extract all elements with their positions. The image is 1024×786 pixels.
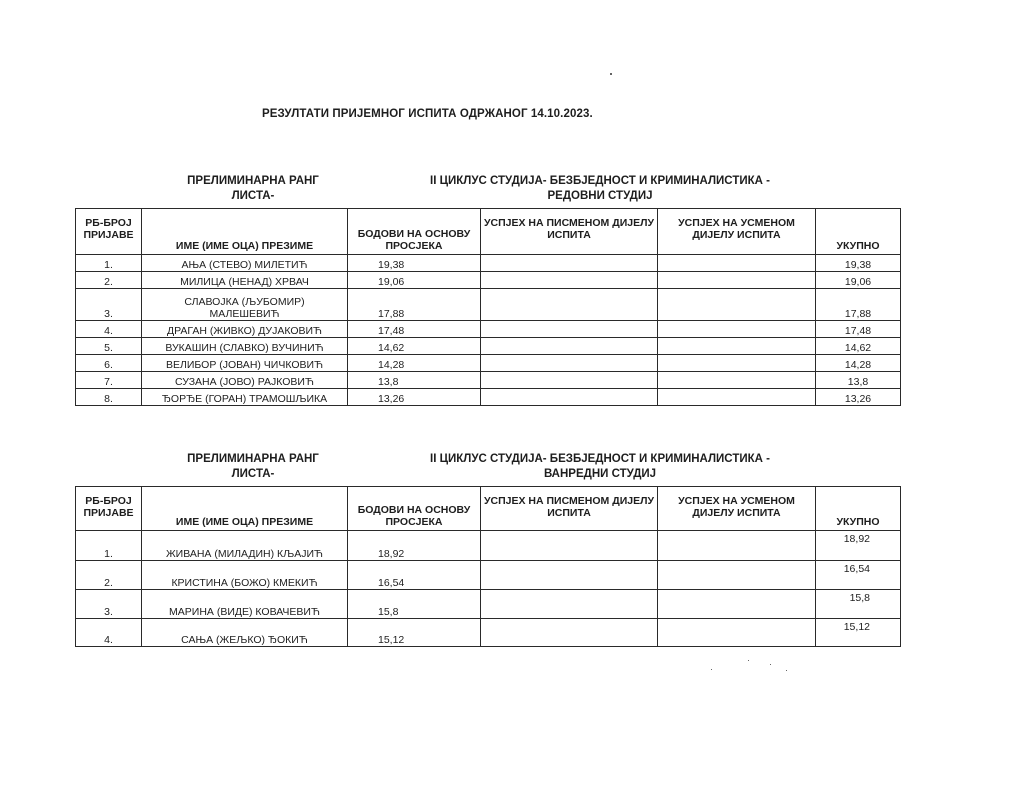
cell-written [481, 531, 658, 561]
table-row [76, 561, 901, 590]
table-row [76, 272, 901, 289]
col-header-points: БОДОВИ НА ОСНОВУ ПРОСЈЕКА [348, 487, 481, 531]
cell-no: 3. [76, 289, 142, 321]
cell-oral [658, 289, 816, 321]
col-header-written: УСПЈЕХ НА ПИСМЕНОМ ДИЈЕЛУ ИСПИТА [481, 487, 658, 531]
cell-points: 13,8 [348, 372, 481, 389]
scan-speck [711, 669, 712, 670]
cell-oral [658, 372, 816, 389]
cell-no: 6. [76, 355, 142, 372]
cell-no: 3. [76, 590, 142, 619]
cell-no: 8. [76, 389, 142, 406]
cell-name: ВУКАШИН (СЛАВКО) ВУЧИНИЋ [142, 338, 348, 355]
cell-oral [658, 561, 816, 590]
cell-written [481, 338, 658, 355]
cell-points: 17,88 [348, 289, 481, 321]
cell-oral [658, 355, 816, 372]
table-row [76, 531, 901, 561]
cell-no: 1. [76, 531, 142, 561]
cell-name: МИЛИЦА (НЕНАД) ХРВАЧ [142, 272, 348, 289]
cell-no: 2. [76, 272, 142, 289]
cell-oral [658, 321, 816, 338]
table-row [76, 372, 901, 389]
table-row [76, 321, 901, 338]
cell-name: ДРАГАН (ЖИВКО) ДУЈАКОВИЋ [142, 321, 348, 338]
cell-written [481, 561, 658, 590]
col-header-total: УКУПНО [816, 209, 901, 255]
col-header-oral: УСПЈЕХ НА УСМЕНОМ ДИЈЕЛУ ИСПИТА [658, 487, 816, 531]
cell-no: 4. [76, 321, 142, 338]
cell-written [481, 389, 658, 406]
cell-name: СУЗАНА (ЈОВО) РАЈКОВИЋ [142, 372, 348, 389]
section-list-label: ПРЕЛИМИНАРНА РАНГ ЛИСТА- [187, 175, 319, 202]
cell-no: 4. [76, 619, 142, 647]
cell-points: 15,8 [348, 590, 481, 619]
cell-name: КРИСТИНА (БОЖО) КМЕКИЋ [142, 561, 348, 590]
table-row [76, 338, 901, 355]
scan-speck [610, 73, 612, 75]
cell-name: АЊА (СТЕВО) МИЛЕТИЋ [142, 255, 348, 272]
cell-name: СЛАВОЈКА (ЉУБОМИР) МАЛЕШЕВИЋ [142, 289, 348, 321]
cell-oral [658, 272, 816, 289]
cell-written [481, 590, 658, 619]
cell-total: 17,88 [816, 289, 901, 321]
cell-no: 7. [76, 372, 142, 389]
cell-no: 2. [76, 561, 142, 590]
col-header-name: ИМЕ (ИМЕ ОЦА) ПРЕЗИМЕ [142, 487, 348, 531]
cell-total: 17,48 [816, 321, 901, 338]
cell-total: 16,54 [816, 561, 901, 590]
cell-oral [658, 619, 816, 647]
section-program-title: II ЦИКЛУС СТУДИЈА- БЕЗБЈЕДНОСТ И КРИМИНАЛИСТИКА - РЕДОВНИ СТУДИЈ [430, 175, 770, 202]
col-header-no: РБ-БРОЈ ПРИЈАВЕ [76, 209, 142, 255]
col-header-points: БОДОВИ НА ОСНОВУ ПРОСЈЕКА [348, 209, 481, 255]
cell-points: 15,12 [348, 619, 481, 647]
col-header-oral: УСПЈЕХ НА УСМЕНОМ ДИЈЕЛУ ИСПИТА [658, 209, 816, 255]
cell-total: 14,28 [816, 355, 901, 372]
cell-written [481, 289, 658, 321]
cell-points: 18,92 [348, 531, 481, 561]
col-header-total: УКУПНО [816, 487, 901, 531]
cell-points: 14,28 [348, 355, 481, 372]
cell-no: 1. [76, 255, 142, 272]
cell-written [481, 272, 658, 289]
table-row [76, 619, 901, 647]
cell-oral [658, 389, 816, 406]
table-row [76, 389, 901, 406]
table-row [76, 590, 901, 619]
cell-total: 19,38 [816, 255, 901, 272]
cell-oral [658, 338, 816, 355]
cell-total: 19,06 [816, 272, 901, 289]
cell-total: 18,92 [816, 531, 901, 561]
cell-total: 15,12 [816, 619, 901, 647]
cell-points: 16,54 [348, 561, 481, 590]
table-row [76, 255, 901, 272]
results-table-regular [75, 208, 901, 406]
cell-points: 14,62 [348, 338, 481, 355]
cell-written [481, 372, 658, 389]
cell-points: 13,26 [348, 389, 481, 406]
col-header-name: ИМЕ (ИМЕ ОЦА) ПРЕЗИМЕ [142, 209, 348, 255]
col-header-no: РБ-БРОЈ ПРИЈАВЕ [76, 487, 142, 531]
table-row [76, 355, 901, 372]
cell-no: 5. [76, 338, 142, 355]
cell-oral [658, 531, 816, 561]
cell-name: ЖИВАНА (МИЛАДИН) КЉАЈИЋ [142, 531, 348, 561]
scan-speck [770, 664, 771, 665]
table-row [76, 289, 901, 321]
cell-name: ЂОРЂЕ (ГОРАН) ТРАМОШЉИКА [142, 389, 348, 406]
cell-oral [658, 255, 816, 272]
section-program-title: II ЦИКЛУС СТУДИЈА- БЕЗБЈЕДНОСТ И КРИМИНАЛИСТИКА - ВАНРЕДНИ СТУДИЈ [430, 453, 770, 480]
cell-written [481, 321, 658, 338]
cell-name: МАРИНА (ВИДЕ) КОВАЧЕВИЋ [142, 590, 348, 619]
section-list-label: ПРЕЛИМИНАРНА РАНГ ЛИСТА- [187, 453, 319, 480]
cell-total: 14,62 [816, 338, 901, 355]
cell-points: 19,38 [348, 255, 481, 272]
cell-written [481, 619, 658, 647]
scan-speck [786, 670, 787, 671]
cell-written [481, 255, 658, 272]
cell-points: 19,06 [348, 272, 481, 289]
cell-name: САЊА (ЖЕЉКО) ЂОКИЋ [142, 619, 348, 647]
document-title: РЕЗУЛТАТИ ПРИЈЕМНОГ ИСПИТА ОДРЖАНОГ 14.10.2023. [262, 108, 593, 120]
results-table-part-time [75, 486, 901, 647]
cell-total: 13,26 [816, 389, 901, 406]
cell-name: ВЕЛИБОР (ЈОВАН) ЧИЧКОВИЋ [142, 355, 348, 372]
col-header-written: УСПЈЕХ НА ПИСМЕНОМ ДИЈЕЛУ ИСПИТА [481, 209, 658, 255]
scan-speck [748, 660, 749, 661]
cell-points: 17,48 [348, 321, 481, 338]
cell-total: 15,8 [816, 590, 901, 619]
cell-oral [658, 590, 816, 619]
cell-written [481, 355, 658, 372]
cell-total: 13,8 [816, 372, 901, 389]
